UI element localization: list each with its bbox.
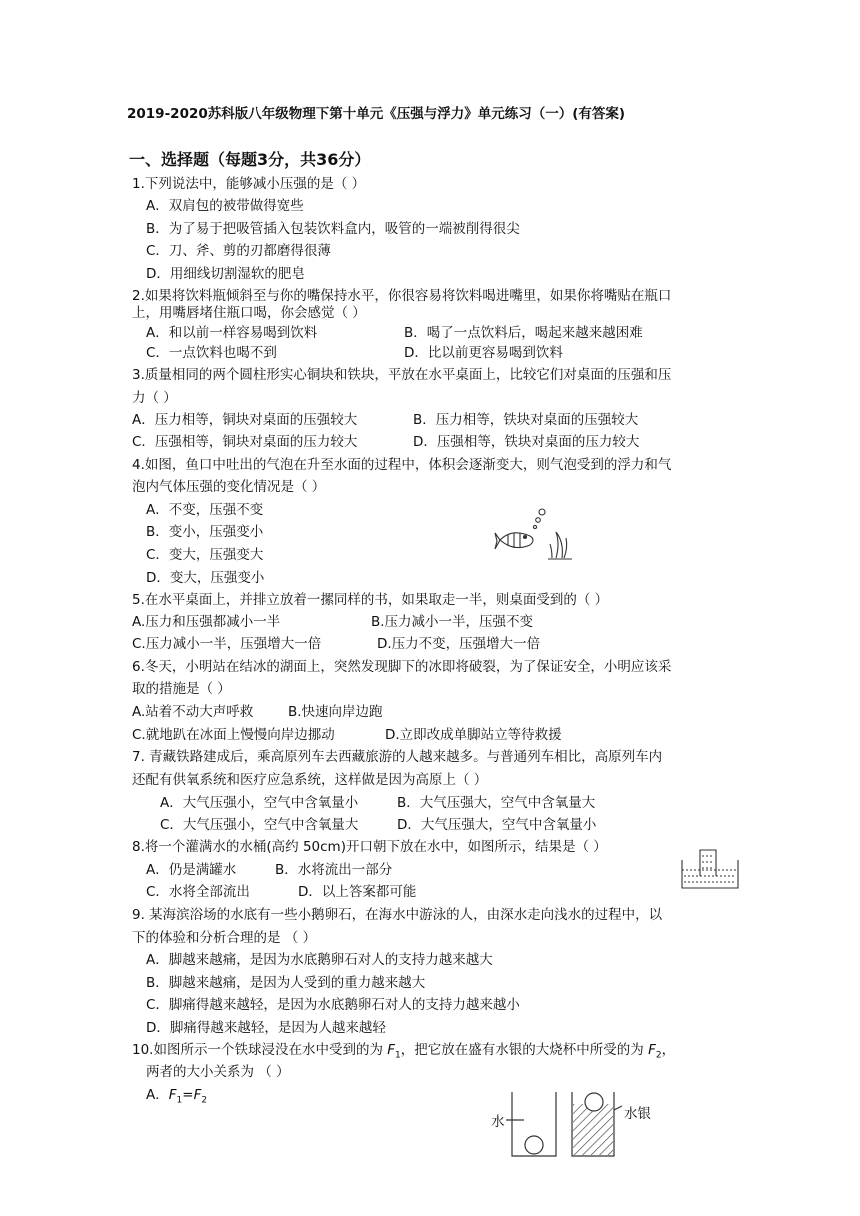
q6-option-a: A.站着不动大声呼救 [132,704,254,720]
iron-ball-icon [525,1136,543,1154]
q1-option-b: B．为了易于把吸管插入包装饮料盒内，吸管的一端被削得很尖 [146,221,520,237]
q7-option-c: C．大气压强小，空气中含氧量大 [160,817,359,833]
q1-option-c: C．刀、斧、剪的刃都磨得很薄 [146,243,331,259]
q1-stem: 1.下列说法中，能够减小压强的是（ ） [132,176,366,192]
q7-stem-line1: 7. 青藏铁路建成后，乘高原列车去西藏旅游的人越来越多。与普通列车相比，高原列车内 [132,749,663,765]
iron-ball-floating-icon [585,1093,603,1111]
q6-option-c: C.就地趴在冰面上慢慢向岸边挪动 [132,727,335,743]
q9-option-c: C．脚痛得越来越轻，是因为水底鹅卵石对人的支持力越来越小 [146,997,520,1013]
q8-option-a: A．仍是满罐水 [146,862,237,878]
q6-stem-line2: 取的措施是（ ） [132,681,231,697]
q3-option-c: C．压强相等，铜块对桌面的压力较大 [132,434,358,450]
q2-option-c: C．一点饮料也喝不到 [146,345,277,361]
document-title: 2019-2020苏科版八年级物理下第十单元《压强与浮力》单元练习（一）(有答案) [127,106,626,122]
q5-stem: 5.在水平桌面上，并排立放着一摞同样的书，如果取走一半，则桌面受到的（ ） [132,592,609,608]
q9-option-a: A．脚越来越痛，是因为水底鹅卵石对人的支持力越来越大 [146,952,493,968]
tank-icon [682,860,738,888]
q2-option-a: A．和以前一样容易喝到饮料 [146,325,318,341]
q8-stem: 8.将一个灌满水的水桶(高约 50cm)开口朝下放在水中，如图所示，结果是（ ） [132,839,607,855]
q6-stem-line1: 6.冬天，小明站在结冰的湖面上，突然发现脚下的冰即将破裂，为了保证安全，小明应该采 [132,659,672,675]
q8-option-c: C．水将全部流出 [146,884,250,900]
q1-option-a: A．双肩包的被带做得宽些 [146,198,304,214]
q3-option-b: B．压力相等，铁块对桌面的压强较大 [413,412,639,428]
q4-stem-line2: 泡内气体压强的变化情况是（ ） [132,479,326,495]
bubble-icon [533,525,536,528]
section-heading: 一、选择题（每题3分，共36分） [129,150,371,169]
bucket-in-water-figure [680,846,740,890]
q10-stem-line1: 10.如图所示一个铁球浸没在水中受到的为 $F_1$，把它放在盛有水银的大烧杯中所受的为 $F_2$， [132,1042,676,1061]
fish-icon [500,533,533,548]
q4-stem-line1: 4.如图，鱼口中吐出的气泡在升至水面的过程中，体积会逐渐变大，则气泡受到的浮力和气 [132,457,672,473]
q5-option-b: B.压力减小一半，压强不变 [371,614,534,630]
bubble-icon [536,518,541,523]
q2-option-b: B．喝了一点饮料后，喝起来越来越困难 [404,325,643,341]
q7-option-d: D．大气压强大，空气中含氧量小 [397,817,597,833]
q10-stem-line2: 两者的大小关系为 （ ） [146,1064,290,1080]
q10-option-a: A．$F_1=F_2$ [146,1087,208,1106]
bubble-icon [539,509,545,515]
q9-option-b: B．脚越来越痛，是因为人受到的重力越来越大 [146,975,426,991]
q3-stem-line2: 力（ ） [132,390,177,406]
bucket-icon [700,850,716,876]
iron-ball-beakers-figure [488,1088,668,1160]
q6-option-b: B.快速向岸边跑 [288,704,383,720]
q7-option-a: A．大气压强小，空气中含氧量小 [160,795,359,811]
q1-option-d: D．用细线切割湿软的肥皂 [146,266,305,282]
fish-bubble-figure [494,508,574,560]
q5-option-d: D.压力不变，压强增大一倍 [377,636,541,652]
q4-option-d: D．变大，压强变小 [146,570,265,586]
water-beaker-icon [512,1092,556,1156]
q2-stem-line1: 2.如果将饮料瓶倾斜至与你的嘴保持水平，你很容易将饮料喝进嘴里，如果你将嘴贴在瓶口 [132,288,672,304]
q7-stem-line2: 还配有供氧系统和医疗应急系统，这样做是因为高原上（ ） [132,772,488,788]
q3-option-a: A．压力相等，铜块对桌面的压强较大 [132,412,358,428]
q9-option-d: D．脚痛得越来越轻，是因为人越来越轻 [146,1020,386,1036]
q9-stem-line2: 下的体验和分析合理的是 （ ） [132,930,317,946]
figure-label-water: 水 [491,1114,505,1130]
q3-stem-line1: 3.质量相同的两个圆柱形实心铜块和铁块，平放在水平桌面上，比较它们对桌面的压强和压 [132,367,672,383]
q4-option-b: B．变小，压强变小 [146,524,264,540]
q8-option-b: B．水将流出一部分 [275,862,393,878]
q4-option-c: C．变大，压强变大 [146,547,264,563]
q4-option-a: A．不变，压强不变 [146,502,264,518]
q5-option-c: C.压力减小一半，压强增大一倍 [132,636,322,652]
q6-option-d: D.立即改成单脚站立等待救援 [385,727,562,743]
q7-option-b: B．大气压强大，空气中含氧量大 [397,795,596,811]
seaweed-icon [550,532,567,558]
q3-option-d: D．压强相等，铁块对桌面的压力较大 [413,434,640,450]
q5-option-a: A.压力和压强都减小一半 [132,614,281,630]
figure-label-mercury: 水银 [624,1106,651,1122]
q2-stem-line2: 上，用嘴唇堵住瓶口喝，你会感觉（ ） [132,305,366,321]
q2-option-d: D．比以前更容易喝到饮料 [404,345,563,361]
q9-stem-line1: 9. 某海滨浴场的水底有一些小鹅卵石，在海水中游泳的人，由深水走向浅水的过程中，以 [132,907,663,923]
q8-option-d: D．以上答案都可能 [298,884,417,900]
